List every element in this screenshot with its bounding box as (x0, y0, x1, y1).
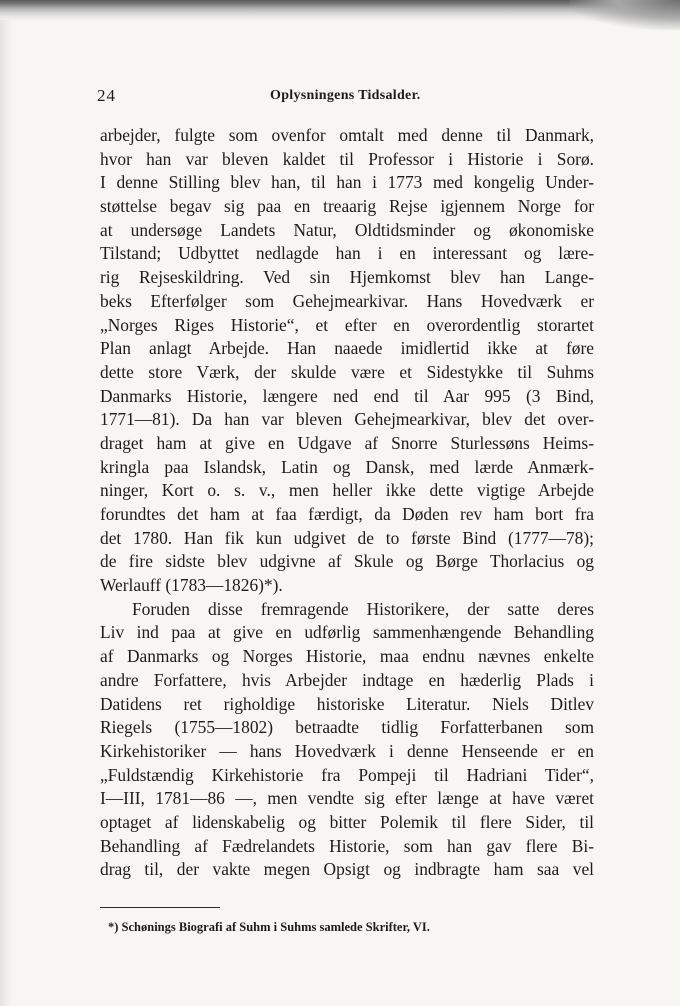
paragraph-start-line: Foruden disse fremragende Historikere, der satte deres (132, 598, 594, 619)
text-line: forundtes det ham at faa færdigt, da Døden rev ham bort fra (100, 504, 594, 524)
text-line: kringla paa Islandsk, Latin og Dansk, med lærde Anmærk- (100, 456, 594, 477)
text-line: det 1780. Han fik kun udgivet de to første Bind (1777—78); (100, 527, 594, 548)
text-line: de fire sidste blev udgivne af Skule og Børge Thorlacius og (100, 551, 594, 572)
text-line: Kirkehistoriker — hans Hovedværk i denne Henseende er en (100, 740, 594, 761)
text-line: Datidens ret righoldige historiske Literatur. Niels Ditlev (100, 693, 594, 714)
text-line: optaget af lidenskabelig og bitter Polemik til flere Sider, til (100, 811, 594, 832)
text-line: Tilstand; Udbyttet nedlagde han i en interessant og lære- (100, 243, 594, 264)
text-line: ninger, Kort o. s. v., men heller ikke dette vigtige Arbejde (100, 480, 594, 501)
paragraph-end-line: Werlauff (1783—1826)*). (100, 575, 283, 596)
footnote-divider (100, 907, 220, 908)
text-line: andre Forfattere, hvis Arbejder indtage en hæderlig Plads i (100, 669, 594, 690)
text-line: hvor han var bleven kaldet til Professor i Historie i Sorø. (100, 148, 594, 169)
text-line: I—III, 1781—86 —, men vendte sig efter længe at have været (100, 788, 594, 809)
text-line: Behandling af Fædrelandets Historie, som han gav flere Bi- (100, 835, 594, 856)
text-line: Plan anlagt Arbejde. Han naaede imidlertid ikke at føre (100, 338, 594, 359)
body-text (100, 124, 594, 882)
text-line: rig Rejseskildring. Ved sin Hjemkomst blev han Lange- (100, 267, 594, 288)
scan-left-edge-shadow (0, 20, 12, 1006)
text-line: beks Efterfølger som Gehejmearkivar. Hans Hovedværk er (100, 290, 594, 311)
text-line: støttelse begav sig paa en treaarig Rejse igjennem Norge for (100, 196, 594, 217)
text-line: arbejder, fulgte som ovenfor omtalt med denne til Danmark, (100, 125, 594, 145)
text-line: drag til, der vakte megen Opsigt og indbragte ham saa vel (100, 859, 594, 880)
text-line: Liv ind paa at give en udførlig sammenhængende Behandling (100, 622, 594, 643)
text-line: af Danmarks og Norges Historie, maa endnu nævnes enkelte (100, 646, 594, 667)
text-line: at undersøge Landets Natur, Oldtidsminder og økonomiske (100, 219, 594, 240)
scan-top-right-shadow (570, 0, 680, 30)
running-title: Oplysningens Tidsalder. (270, 88, 421, 103)
page-number: 24 (97, 86, 116, 105)
text-line: I denne Stilling blev han, til han i 1773 med kongelig Under- (100, 172, 594, 193)
text-line: Riegels (1755—1802) betraadte tidlig Forfatterbanen som (100, 717, 594, 738)
text-line: draget ham at give en Udgave af Snorre Sturlessøns Heims- (100, 432, 594, 453)
text-line: 1771—81). Da han var bleven Gehejmearkivar, blev det over- (100, 409, 594, 430)
footnote: *) Schønings Biografi af Suhm i Suhms samlede Skrifter, VI. (108, 920, 430, 934)
text-line: dette store Værk, der skulde være et Sidestykke til Suhms (100, 361, 594, 382)
text-line: „Norges Riges Historie“, et efter en overordentlig storartet (100, 314, 594, 335)
text-line: „Fuldstændig Kirkehistorie fra Pompeji til Hadriani Tider“, (100, 764, 594, 785)
text-line: Danmarks Historie, længere ned end til Aar 995 (3 Bind, (100, 385, 594, 406)
